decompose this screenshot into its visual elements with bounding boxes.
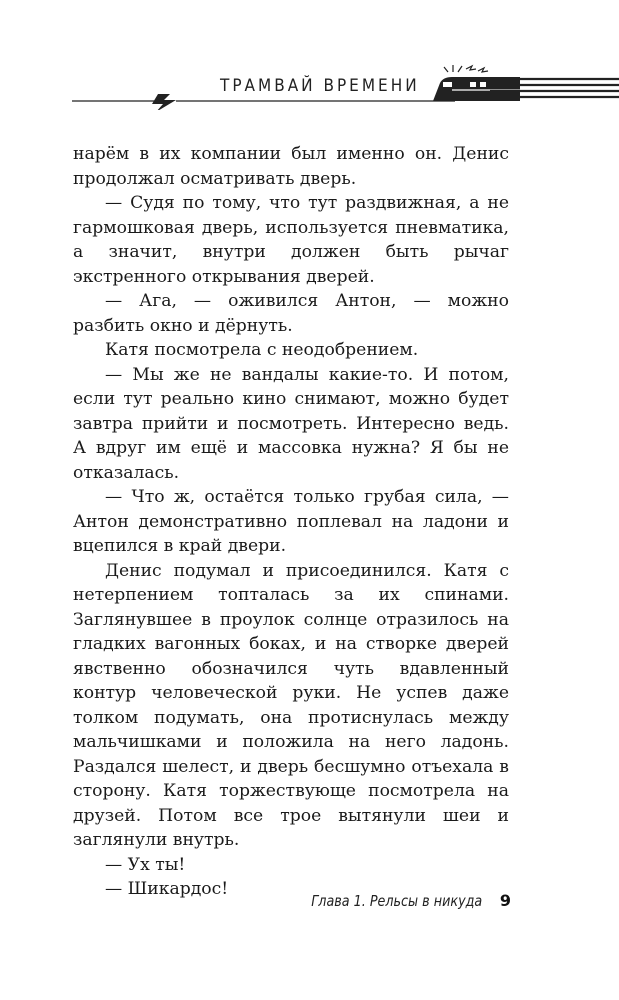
running-header (0, 60, 619, 110)
header-title: ТРАМВАЙ ВРЕМЕНИ (220, 76, 420, 96)
paragraph: — Судя по тому, что тут раздвижная, а не гармошковая дверь, используется пневматика, а значит, внутри должен быть рычаг экстренного открывания дверей. (73, 193, 509, 287)
paragraph: нарём в их компании был именно он. Денис продолжал осматривать дверь. (73, 144, 509, 189)
paragraph: — Ух ты! (105, 854, 186, 875)
running-footer (281, 891, 511, 910)
lightning-icon (152, 94, 176, 110)
paragraph: — Шикардос! (105, 879, 229, 899)
paragraph: Катя посмотрела с неодобрением. (105, 340, 419, 360)
footer-chapter-title: Глава 1. Рельсы в никуда (310, 892, 482, 910)
tram-icon (433, 65, 619, 101)
paragraph: — Мы же не вандалы какие-то. И потом, если тут реально кино снимают, можно будет завтра прийти и посмотреть. Интересно ведь. А вдруг им ещё и массовка нужна? Я бы не отказалась. (73, 364, 509, 483)
paragraph: Денис подумал и присоединился. Катя с нетерпением топталась за их спинами. Заглянувшее в проулок солнце отразилось на гладких вагонных боках, и на створке дверей явственно обозначился чуть вдавленный контур человеческой руки. Не успев даже толком подумать, она протиснулась между мальчишками и положила на него ладонь. Раздался шелест, и дверь бесшумно отъехала в сторону. Катя торжествующе посмотрела на друзей. Потом все трое вытянули шеи и заглянули внутрь. (73, 560, 509, 850)
page-number: 9 (499, 891, 511, 910)
paragraph: — Ага, — оживился Антон, — можно разбить окно и дёрнуть. (73, 291, 509, 336)
body-text (73, 142, 509, 902)
paragraph: — Что ж, остаётся только грубая сила, — Антон демонстративно поплевал на ладони и вцепился в край двери. (73, 487, 509, 556)
